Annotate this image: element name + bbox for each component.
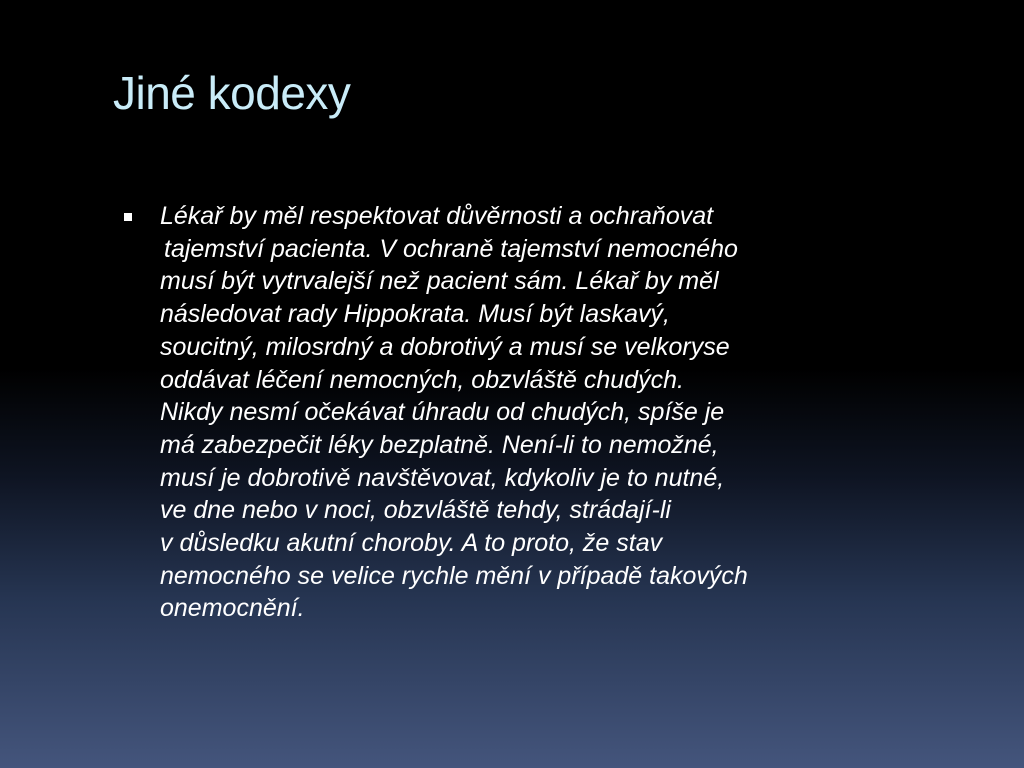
text-line: ve dne nebo v noci, obzvláště tehdy, strádají-li (160, 496, 671, 525)
text-line: tajemství pacienta. V ochraně tajemství nemocného (164, 234, 738, 263)
text-line: musí je dobrotivě navštěvovat, kdykoliv je to nutné, (160, 463, 725, 492)
bullet-text (160, 200, 978, 625)
text-line: Nikdy nesmí očekávat úhradu od chudých, spíše je (160, 398, 725, 427)
text-line: musí být vytrvalejší než pacient sám. Lékař by měl (160, 267, 719, 296)
text-line: následovat rady Hippokrata. Musí být laskavý, (160, 300, 670, 329)
square-bullet-icon (124, 213, 132, 221)
text-line: onemocnění. (160, 594, 305, 623)
text-line: v důsledku akutní choroby. A to proto, že stav (160, 529, 663, 558)
text-line: nemocného se velice rychle mění v případě takových (160, 561, 748, 590)
text-line: má zabezpečit léky bezplatně. Není-li to nemožné, (160, 430, 719, 459)
bullet-item (118, 200, 978, 625)
slide-content (118, 200, 978, 625)
slide-title: Jiné kodexy (113, 67, 351, 119)
text-line: Lékař by měl respektovat důvěrnosti a ochraňovat (160, 202, 714, 230)
text-line: oddávat léčení nemocných, obzvláště chudých. (160, 365, 684, 394)
text-line: soucitný, milosrdný a dobrotivý a musí se velkoryse (160, 332, 730, 361)
